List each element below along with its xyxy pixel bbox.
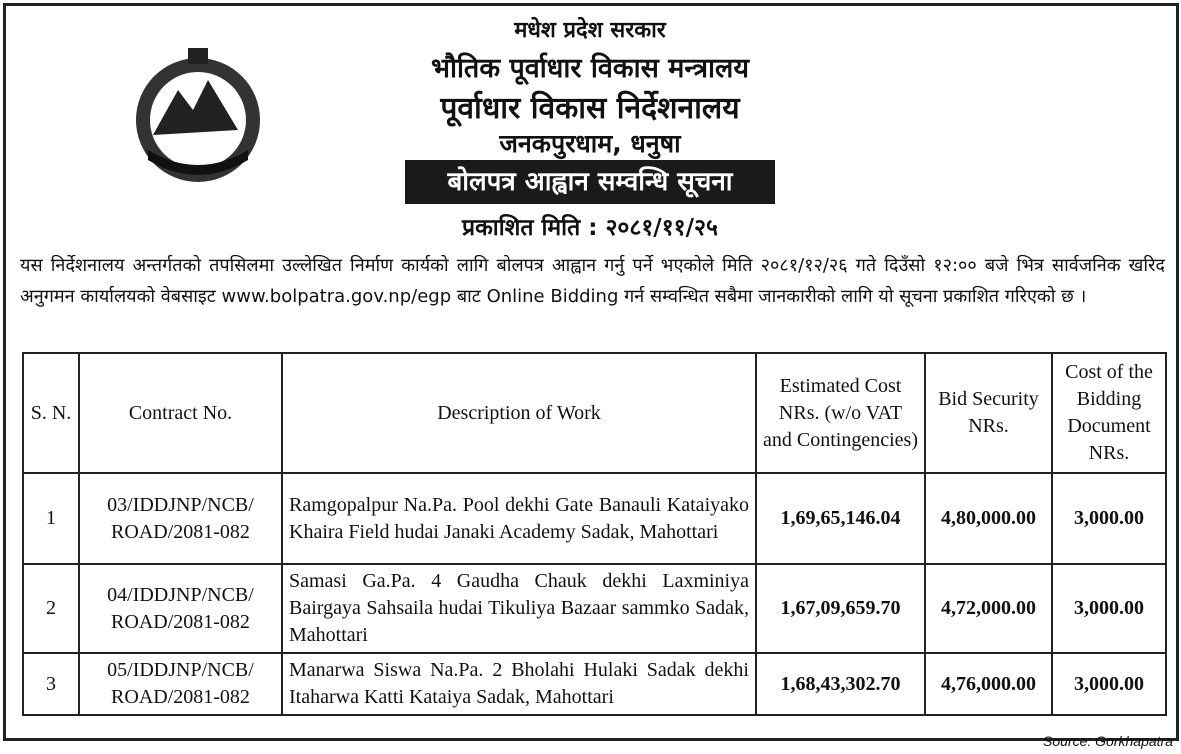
table-row: [23, 653, 1166, 715]
col-document-cost: Cost of the Bidding Document NRs.: [1052, 353, 1166, 473]
bid-security: 4,76,000.00: [925, 653, 1052, 715]
bid-security: 4,72,000.00: [925, 564, 1052, 653]
directorate-name: पूर्वाधार विकास निर्देशनालय: [440, 91, 740, 126]
sn: 1: [23, 473, 79, 564]
col-bid-security: Bid Security NRs.: [925, 353, 1052, 473]
col-description: Description of Work: [282, 353, 756, 473]
estimated-cost: 1,68,43,302.70: [756, 653, 925, 715]
sn: 3: [23, 653, 79, 715]
government-name: मधेश प्रदेश सरकार: [514, 18, 666, 43]
document-cost: 3,000.00: [1052, 653, 1166, 715]
contract-no: 04/IDDJNP/NCB/ ROAD/2081-082: [79, 564, 282, 653]
source-credit: Source: Gorkhapatra: [1043, 733, 1173, 749]
bid-security: 4,80,000.00: [925, 473, 1052, 564]
description: Manarwa Siswa Na.Pa. 2 Bholahi Hulaki Sadak dekhi Itaharwa Katti Kataiya Sadak, Mahottari: [282, 653, 756, 715]
document-cost: 3,000.00: [1052, 473, 1166, 564]
notice-title: बोलपत्र आह्वान सम्वन्धि सूचना: [405, 160, 775, 204]
table-header-row: [23, 353, 1166, 473]
contract-no: 03/IDDJNP/NCB/ ROAD/2081-082: [79, 473, 282, 564]
sn: 2: [23, 564, 79, 653]
estimated-cost: 1,67,09,659.70: [756, 564, 925, 653]
contract-no: 05/IDDJNP/NCB/ ROAD/2081-082: [79, 653, 282, 715]
col-sn: S. N.: [23, 353, 79, 473]
location: जनकपुरधाम, धनुषा: [499, 129, 681, 158]
bid-table: [22, 352, 1167, 716]
description: Samasi Ga.Pa. 4 Gaudha Chauk dekhi Laxminiya Bairgaya Sahsaila hudai Tikuliya Bazaar sammko Sadak, Mahottari: [282, 564, 756, 653]
document-cost: 3,000.00: [1052, 564, 1166, 653]
col-estimated-cost: Estimated Cost NRs. (w/o VAT and Contingencies): [756, 353, 925, 473]
notice-body: यस निर्देशनालय अन्तर्गतको तपसिलमा उल्लेखित निर्माण कार्यको लागि बोलपत्र आह्वान गर्नु पर्ने भएकोले मिति २०८१/१२/२६ गते दिउँसो १२:०० बजे भित्र सार्वजनिक खरिद अनुगमन कार्यालयको वेबसाइट www.bolpatra.gov.np/egp बाट Online Bidding गर्न सम्वन्धित सबैमा जानकारीको लागि यो सूचना प्रकाशित गरिएको छ ।: [20, 255, 1165, 307]
description: Ramgopalpur Na.Pa. Pool dekhi Gate Banauli Kataiyako Khaira Field hudai Janaki Academy Sadak, Mahottari: [282, 473, 756, 564]
ministry-name: भौतिक पूर्वाधार विकास मन्त्रालय: [430, 53, 750, 84]
table-row: [23, 473, 1166, 564]
estimated-cost: 1,69,65,146.04: [756, 473, 925, 564]
col-contract: Contract No.: [79, 353, 282, 473]
nepal-government-emblem-icon: [108, 40, 288, 190]
table-row: [23, 564, 1166, 653]
published-date: प्रकाशित मिति : २०८१/११/२५: [462, 215, 718, 241]
